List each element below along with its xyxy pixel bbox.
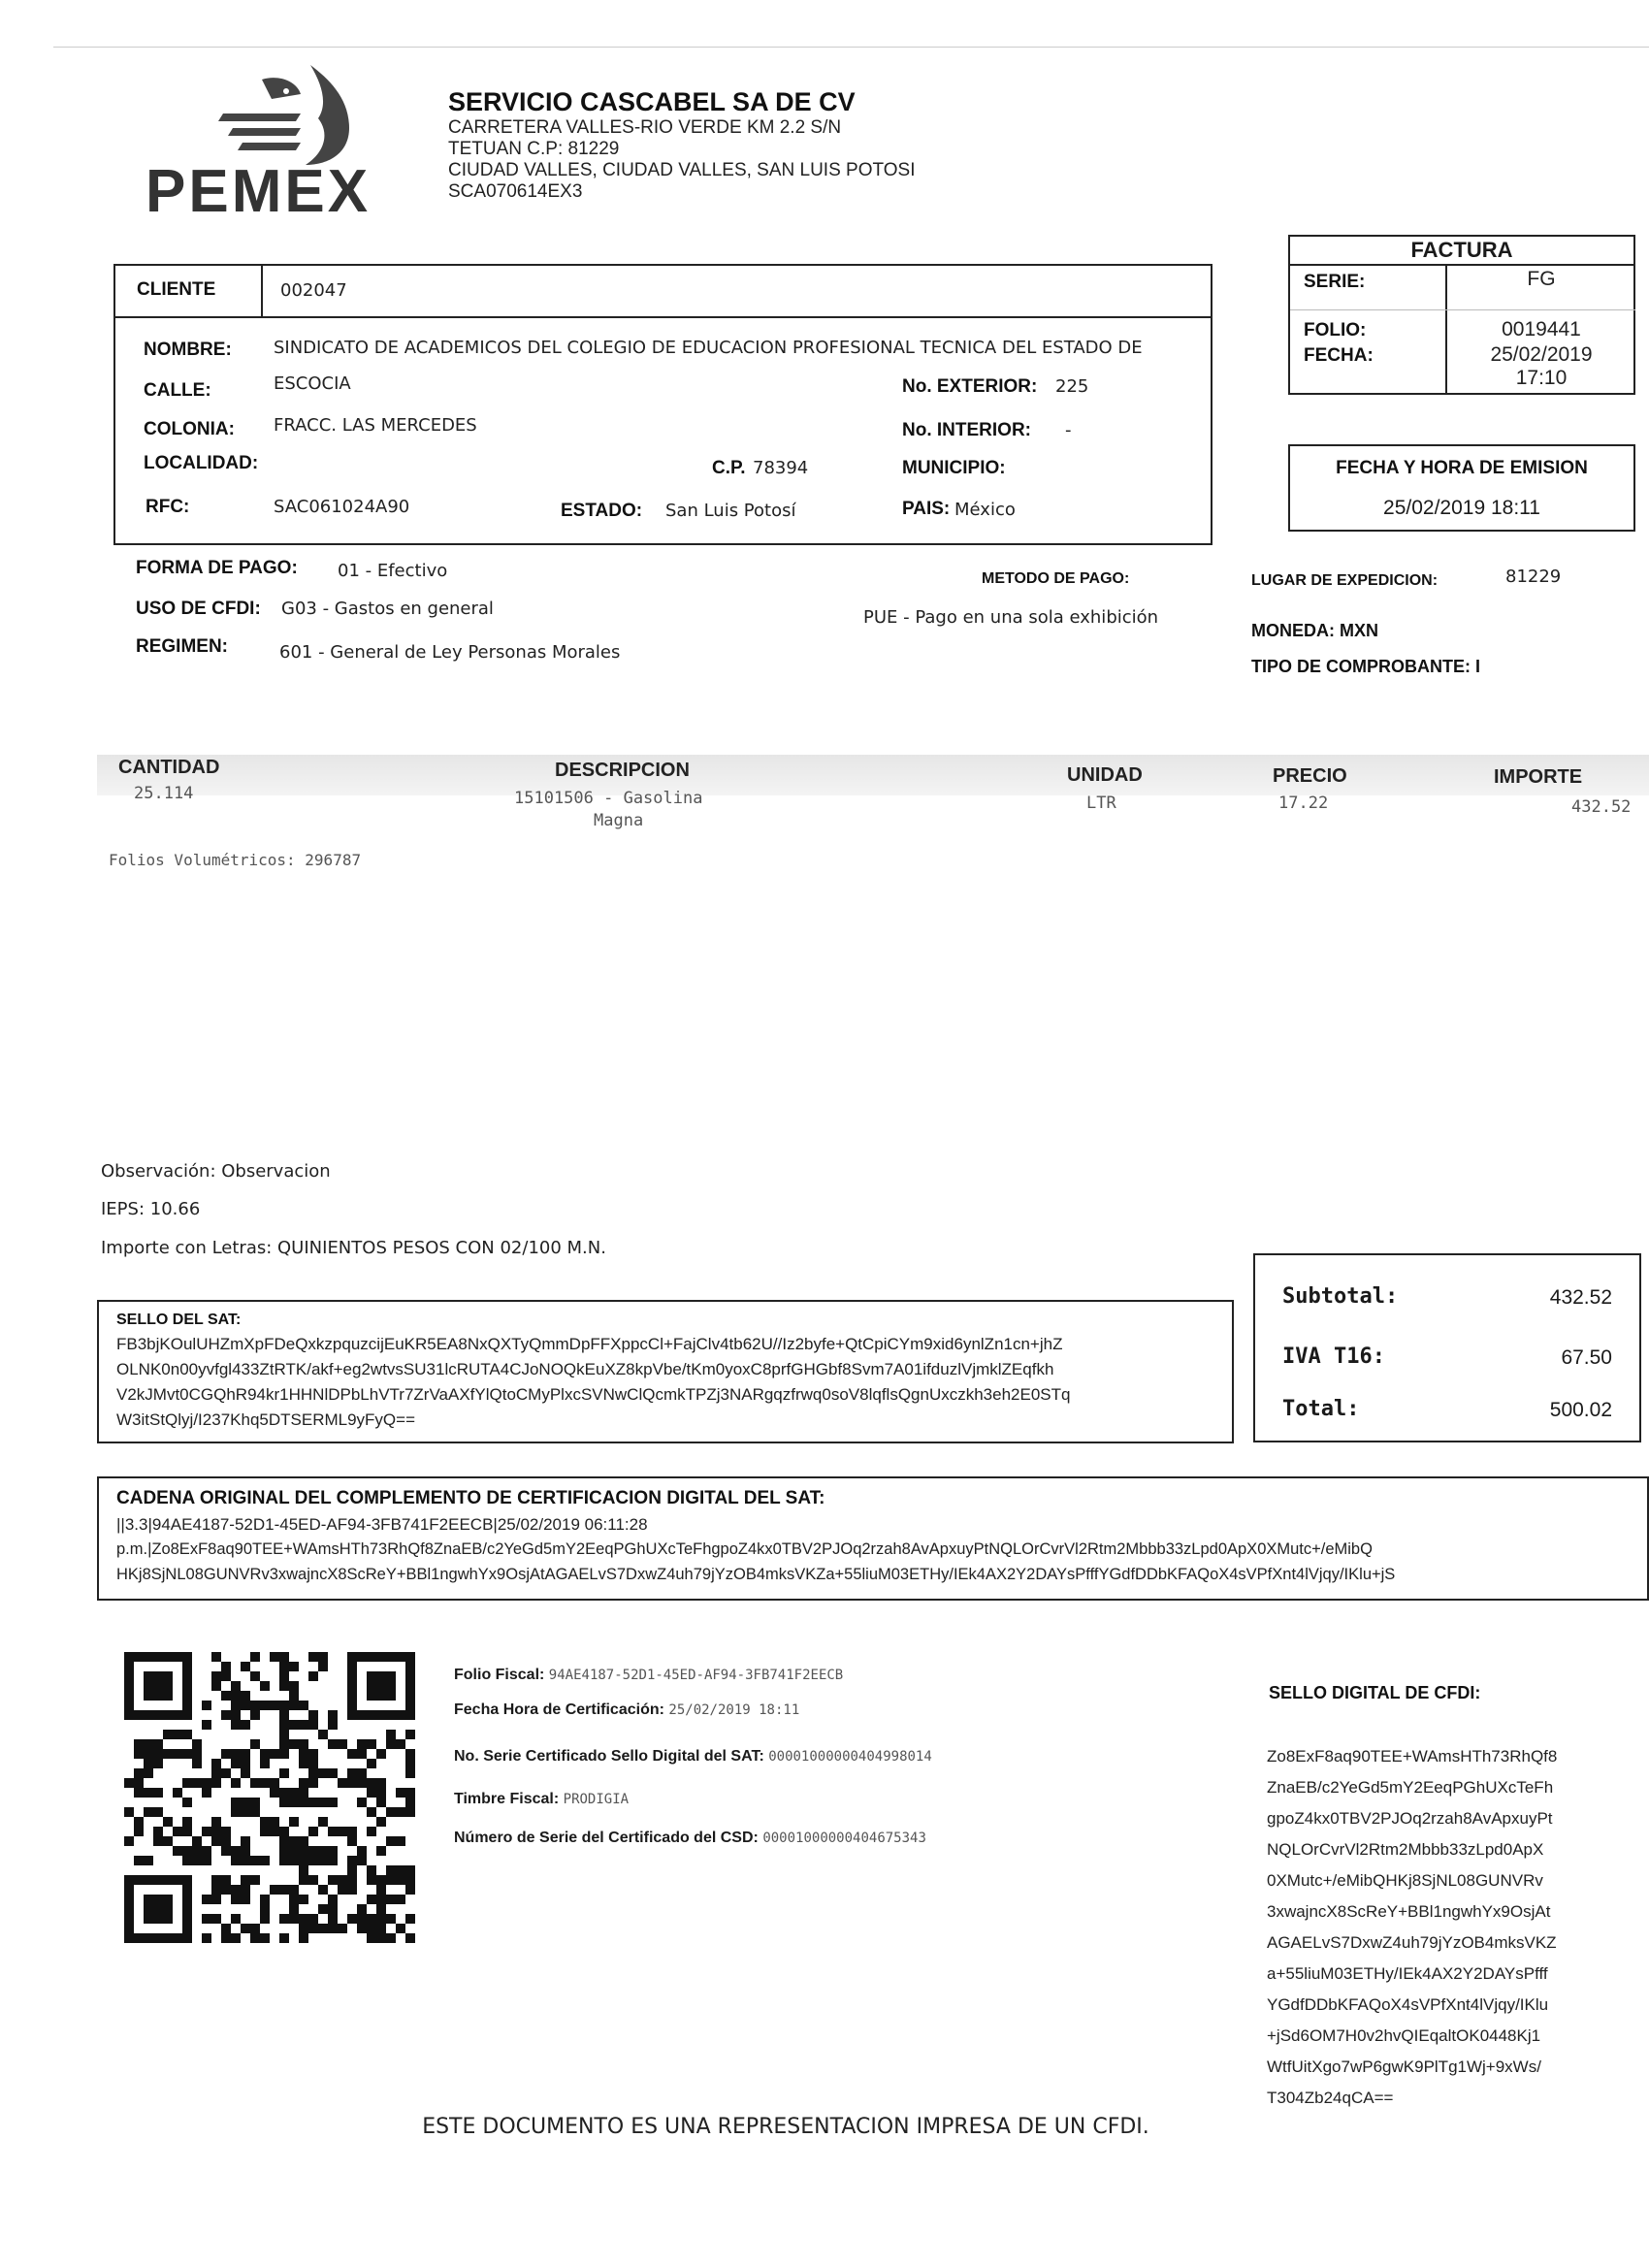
serie-sat-value: 00001000000404998014	[768, 1749, 932, 1765]
issuer-address-1: CARRETERA VALLES-RIO VERDE KM 2.2 S/N	[448, 117, 842, 138]
sello-cfdi-line-4: NQLOrCvrVl2Rtm2Mbbb33zLpd0ApX	[1267, 1840, 1544, 1859]
nombre-label: NOMBRE:	[144, 340, 232, 360]
totals-box	[1253, 1253, 1641, 1442]
header-precio: PRECIO	[1273, 765, 1347, 787]
header-cantidad: CANTIDAD	[118, 757, 220, 778]
header-descripcion: DESCRIPCION	[555, 760, 690, 781]
sello-sat-label: SELLO DEL SAT:	[116, 1312, 242, 1328]
sello-cfdi-line-5: 0XMutc+/eMibQHKj8SjNL08GUNVRv	[1267, 1871, 1543, 1890]
emission-box	[1288, 444, 1635, 532]
sello-sat-line-3: V2kJMvt0CGQhR94kr1HHNlDPbLhVTr7ZrVaAXfYlQtoCMyPlxcSVNwClQcmkTPZj3NARgqzfrwq0soV8lqflsQgnUxczkh3eh2E0STq	[116, 1385, 1071, 1404]
estado-value: San Luis Potosí	[665, 501, 796, 521]
item-precio: 17.22	[1278, 794, 1329, 813]
invoice-title: FACTURA	[1290, 237, 1633, 266]
folios-volumetricos: Folios Volumétricos: 296787	[109, 851, 362, 869]
top-rule	[53, 47, 1649, 48]
iva-value: 67.50	[1561, 1346, 1612, 1369]
invoice-box	[1288, 235, 1635, 395]
cadena-line-2: p.m.|Zo8ExF8aq90TEE+WAmsHTh73RhQf8ZnaEB/c2YeGd5mY2EeqPGhUXcTeFhgpoZ4kx0TBV2PJOq2rzah8AvApxuyPtNQLOrCvrVl2Rtm2Mbbb33zLpd0ApX0XMutc+/eMibQ	[116, 1540, 1373, 1558]
tipo-comprobante: TIPO DE COMPROBANTE: I	[1251, 657, 1481, 676]
moneda: MONEDA: MXN	[1251, 621, 1378, 640]
sello-cfdi-line-1: Zo8ExF8aq90TEE+WAmsHTh73RhQf8	[1267, 1747, 1558, 1766]
serie-label: SERIE:	[1304, 272, 1366, 292]
cp-value: 78394	[753, 458, 809, 478]
folio-fiscal-label: Folio Fiscal:	[454, 1667, 545, 1683]
sello-sat-box	[97, 1300, 1234, 1443]
qr-code	[124, 1652, 415, 1943]
subtotal-label: Subtotal:	[1282, 1284, 1399, 1309]
sello-cfdi-line-10: +jSd6OM7H0v2hvQIEqaltOK0448Kj1	[1267, 2026, 1541, 2045]
logo-wordmark: PEMEX	[146, 158, 372, 225]
client-id-row	[113, 264, 1212, 318]
client-id-divider	[261, 266, 263, 316]
qr-code-icon	[124, 1652, 415, 1943]
cadena-box	[97, 1476, 1649, 1601]
exterior-value: 225	[1055, 376, 1089, 397]
item-importe: 432.52	[1571, 797, 1632, 817]
lugar-expedicion-label: LUGAR DE EXPEDICION:	[1251, 572, 1439, 589]
cadena-line-3: HKj8SjNL08GUNVRv3xwajncX8ScReY+BBl1ngwhYx9OsjAtAGAELvS7DxwZ4uh79jYzOB4mksVKZa+55liuM03ETHy/IEk4AX2Y2DAYsPfffYGdfDDbKFAQoX4sVPfXnt4lVjqy/IKlu+jS	[116, 1566, 1396, 1583]
issuer-name: SERVICIO CASCABEL SA DE CV	[448, 87, 856, 116]
total-value: 500.02	[1549, 1399, 1612, 1421]
issuer-address-3: CIUDAD VALLES, CIUDAD VALLES, SAN LUIS POTOSI	[448, 160, 916, 180]
folio-fiscal-row	[454, 1667, 932, 1701]
eagle-icon	[204, 60, 398, 167]
sello-cfdi-line-2: ZnaEB/c2YeGd5mY2EeqPGhUXcTeFh	[1267, 1778, 1554, 1797]
pemex-logo	[146, 60, 398, 225]
serie-csd-row	[454, 1830, 932, 1847]
sello-cfdi-line-11: WtfUitXgo7wP6gwK9PlTg1Wj+9xWs/	[1267, 2057, 1541, 2076]
calle-label: CALLE:	[144, 380, 211, 401]
folio-fiscal-value: 94AE4187-52D1-45ED-AF94-3FB741F2EECB	[548, 1668, 844, 1683]
timbre-value: PRODIGIA	[563, 1792, 630, 1807]
sello-cfdi-line-3: gpoZ4kx0TBV2PJOq2rzah8AvApxuyPt	[1267, 1809, 1553, 1828]
sello-cfdi-line-6: 3xwajncX8ScReY+BBl1ngwhYx9OsjAt	[1267, 1902, 1551, 1921]
item-descripcion-2: Magna	[594, 811, 644, 830]
pais-label: PAIS:	[902, 499, 951, 519]
total-label: Total:	[1282, 1397, 1360, 1421]
forma-pago-value: 01 - Efectivo	[338, 561, 448, 581]
cp-label: C.P.	[712, 458, 746, 478]
rfc-label: RFC:	[146, 497, 190, 517]
cliente-label: CLIENTE	[137, 279, 216, 300]
footer-note: ESTE DOCUMENTO ES UNA REPRESENTACION IMPRESA DE UN CFDI.	[422, 2115, 1149, 2139]
header-unidad: UNIDAD	[1067, 764, 1143, 786]
item-descripcion: 15101506 - Gasolina	[514, 789, 703, 808]
serie-csd-value: 00001000000404675343	[762, 1831, 926, 1846]
timbre-row	[454, 1791, 932, 1830]
fecha-cert-row	[454, 1701, 932, 1748]
timbre-label: Timbre Fiscal:	[454, 1791, 560, 1807]
pais-value: México	[954, 500, 1016, 520]
fecha-label: FECHA:	[1304, 345, 1374, 366]
metodo-pago-value: PUE - Pago en una sola exhibición	[863, 607, 1159, 628]
sello-sat-line-2: OLNK0n00yvfgl433ZtRTK/akf+eg2wtvsSU31lcRUTA4CJoNOQkEuXZ8kpVbe/tKm0yoxC8prfGHGbf8Svm7A01ifduzlVjmklZEqfkh	[116, 1360, 1054, 1378]
item-unidad: LTR	[1086, 794, 1116, 813]
fecha-cert-value: 25/02/2019 18:11	[668, 1702, 800, 1718]
cadena-line-1: ||3.3|94AE4187-52D1-45ED-AF94-3FB741F2EECB|25/02/2019 06:11:28	[116, 1515, 648, 1534]
importe-letras: Importe con Letras: QUINIENTOS PESOS CON 02/100 M.N.	[101, 1238, 606, 1258]
calle-value: ESCOCIA	[274, 373, 351, 394]
sello-sat-line-1: FB3bjKOulUHZmXpFDeQxkzpquzcijEuKR5EA8NxQXTyQmmDpFFXppcCl+FajClv4tb62U//Iz2byfe+QtCpiCYm9xid6ynlZn1cn+jhZ	[116, 1335, 1063, 1353]
serie-value: FG	[1527, 268, 1556, 290]
sello-cfdi-line-9: YGdfDDbKFAQoX4sVPfXnt4lVjqy/IKlu	[1267, 1995, 1549, 2014]
serie-sat-label: No. Serie Certificado Sello Digital del SAT:	[454, 1748, 764, 1765]
sello-cfdi-label: SELLO DIGITAL DE CFDI:	[1269, 1683, 1481, 1702]
serie-csd-label: Número de Serie del Certificado del CSD:	[454, 1830, 759, 1846]
iva-label: IVA T16:	[1282, 1345, 1385, 1369]
fecha-value: 25/02/2019	[1490, 343, 1593, 366]
localidad-label: LOCALIDAD:	[144, 453, 259, 473]
header-importe: IMPORTE	[1494, 766, 1583, 788]
issuer-address-2: TETUAN C.P: 81229	[448, 139, 620, 159]
issuer-rfc: SCA070614EX3	[448, 181, 583, 202]
interior-label: No. INTERIOR:	[902, 420, 1031, 440]
ieps: IEPS: 10.66	[101, 1199, 201, 1219]
emission-value: 25/02/2019 18:11	[1383, 497, 1540, 519]
regimen-label: REGIMEN:	[136, 636, 228, 657]
cadena-label: CADENA ORIGINAL DEL COMPLEMENTO DE CERTIFICACION DIGITAL DEL SAT:	[116, 1488, 825, 1508]
estado-label: ESTADO:	[561, 501, 643, 521]
sello-sat-line-4: W3itStQlyj/I237Khq5DTSERML9yFyQ==	[116, 1410, 416, 1429]
observacion: Observación: Observacion	[101, 1161, 331, 1182]
invoice-row-divider	[1290, 309, 1635, 310]
items-header	[97, 755, 1649, 795]
uso-cfdi-value: G03 - Gastos en general	[281, 599, 494, 619]
emission-label: FECHA Y HORA DE EMISION	[1336, 458, 1588, 478]
sello-cfdi-line-12: T304Zb24qCA==	[1267, 2089, 1394, 2107]
forma-pago-label: FORMA DE PAGO:	[136, 558, 298, 578]
subtotal-value: 432.52	[1549, 1286, 1612, 1309]
exterior-label: No. EXTERIOR:	[902, 376, 1038, 397]
colonia-label: COLONIA:	[144, 419, 235, 439]
hora-value: 17:10	[1515, 367, 1568, 389]
cliente-value: 002047	[280, 280, 347, 301]
uso-cfdi-label: USO DE CFDI:	[136, 599, 261, 619]
sello-cfdi-line-7: AGAELvS7DxwZ4uh79jYzOB4mksVKZ	[1267, 1933, 1557, 1952]
item-cantidad: 25.114	[134, 784, 194, 803]
lugar-expedicion-value: 81229	[1505, 567, 1562, 587]
municipio-label: MUNICIPIO:	[902, 458, 1006, 478]
folio-label: FOLIO:	[1304, 320, 1367, 340]
sello-cfdi-line-8: a+55liuM03ETHy/IEk4AX2Y2DAYsPfff	[1267, 1964, 1548, 1983]
folio-value: 0019441	[1502, 318, 1581, 340]
rfc-value: SAC061024A90	[274, 497, 410, 517]
metodo-pago-label: METODO DE PAGO:	[982, 570, 1130, 587]
regimen-value: 601 - General de Ley Personas Morales	[279, 642, 621, 663]
fecha-cert-label: Fecha Hora de Certificación:	[454, 1701, 664, 1718]
colonia-value: FRACC. LAS MERCEDES	[274, 415, 477, 436]
serie-sat-row	[454, 1748, 932, 1791]
interior-value: -	[1065, 420, 1072, 440]
nombre-value: SINDICATO DE ACADEMICOS DEL COLEGIO DE EDUCACION PROFESIONAL TECNICA DEL ESTADO DE	[274, 338, 1143, 358]
sello-cfdi-value	[1267, 1741, 1611, 2114]
